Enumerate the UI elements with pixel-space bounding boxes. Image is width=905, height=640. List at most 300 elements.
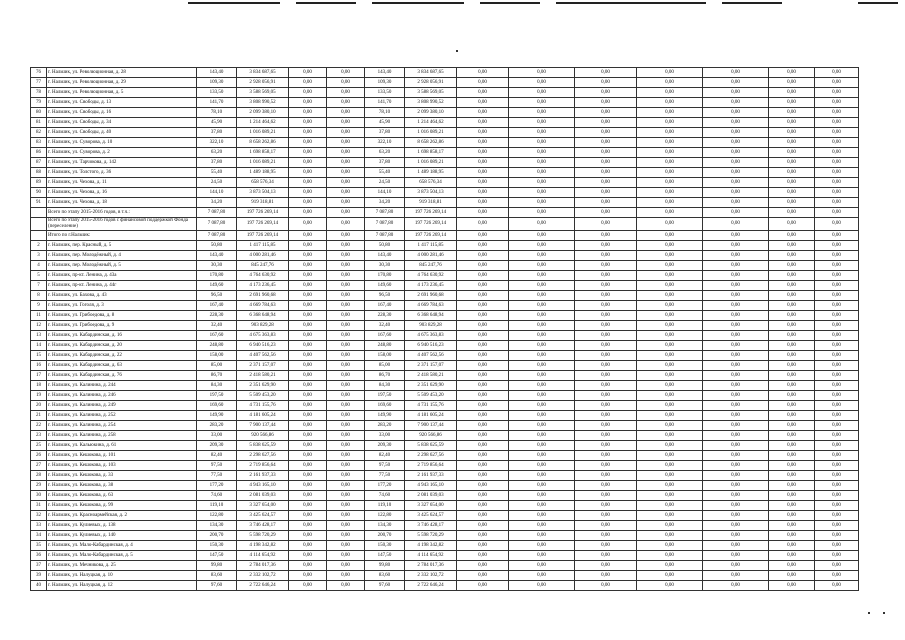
header-rule-6 — [722, 2, 782, 4]
value-cell: 0,00 — [575, 148, 637, 158]
value-cell: 0,00 — [457, 371, 509, 381]
row-number-cell: 19 — [31, 391, 47, 401]
row-number-cell: 37 — [31, 561, 47, 571]
value-cell: 0,00 — [327, 481, 365, 491]
row-number-cell: 18 — [31, 381, 47, 391]
table-row — [31, 128, 859, 138]
value-cell: 0,00 — [815, 218, 859, 231]
table-row — [31, 411, 859, 421]
value-cell: 0,00 — [575, 351, 637, 361]
table-row — [31, 241, 859, 251]
value-cell: 0,00 — [769, 341, 815, 351]
value-cell: 77,50 — [365, 471, 405, 481]
table-row — [31, 401, 859, 411]
value-cell: 0,00 — [769, 78, 815, 88]
value-cell: 7 900 137,44 — [237, 421, 289, 431]
address-cell: г. Нальчик, ул. Кабардинская, д. 20 — [47, 341, 197, 351]
address-cell: г. Нальчик, ул. Кабардинская, д. 63 — [47, 361, 197, 371]
value-cell: 55,40 — [197, 168, 237, 178]
value-cell: 6 368 648,94 — [405, 311, 457, 321]
value-cell: 2 099 380,10 — [405, 108, 457, 118]
value-cell: 0,00 — [815, 148, 859, 158]
value-cell: 0,00 — [815, 471, 859, 481]
value-cell: 0,00 — [575, 178, 637, 188]
value-cell: 0,00 — [703, 178, 769, 188]
value-cell: 3 746 428,17 — [237, 521, 289, 531]
value-cell: 0,00 — [575, 231, 637, 241]
value-cell: 0,00 — [327, 511, 365, 521]
table-row — [31, 471, 859, 481]
value-cell: 0,00 — [815, 331, 859, 341]
value-cell: 169,60 — [197, 401, 237, 411]
value-cell: 3 746 428,17 — [405, 521, 457, 531]
address-cell: г. Нальчик, ул. Революционная, д. 29 — [47, 78, 197, 88]
value-cell: 197 726 269,14 — [405, 231, 457, 241]
value-cell: 0,00 — [457, 271, 509, 281]
address-cell: г. Нальчик, ул. Красноармейская, д. 2 — [47, 511, 197, 521]
value-cell: 0,00 — [327, 391, 365, 401]
value-cell: 0,00 — [769, 411, 815, 421]
value-cell: 0,00 — [327, 581, 365, 591]
value-cell: 1 016 089,21 — [237, 128, 289, 138]
value-cell: 0,00 — [703, 138, 769, 148]
row-number-cell: 90 — [31, 188, 47, 198]
value-cell: 0,00 — [815, 281, 859, 291]
row-number-cell: 86 — [31, 148, 47, 158]
value-cell: 0,00 — [289, 571, 327, 581]
value-cell: 0,00 — [327, 68, 365, 78]
value-cell: 283,20 — [365, 421, 405, 431]
value-cell: 0,00 — [815, 371, 859, 381]
row-number-cell: 32 — [31, 511, 47, 521]
value-cell: 0,00 — [637, 541, 703, 551]
value-cell: 0,00 — [637, 168, 703, 178]
row-number-cell: 14 — [31, 341, 47, 351]
value-cell: 7 087,80 — [365, 218, 405, 231]
value-cell: 0,00 — [289, 128, 327, 138]
address-cell: г. Нальчик, ул. Кешокова, д. 33 — [47, 471, 197, 481]
value-cell: 0,00 — [575, 511, 637, 521]
value-cell: 0,00 — [457, 168, 509, 178]
value-cell: 0,00 — [703, 361, 769, 371]
value-cell: 209,30 — [197, 441, 237, 451]
value-cell: 0,00 — [769, 128, 815, 138]
value-cell: 0,00 — [509, 88, 575, 98]
value-cell: 0,00 — [327, 501, 365, 511]
value-cell: 0,00 — [327, 98, 365, 108]
value-cell: 0,00 — [769, 401, 815, 411]
value-cell: 0,00 — [769, 481, 815, 491]
row-number-cell: 89 — [31, 178, 47, 188]
value-cell: 0,00 — [637, 148, 703, 158]
value-cell: 0,00 — [509, 98, 575, 108]
value-cell: 141,70 — [197, 98, 237, 108]
value-cell: 0,00 — [703, 581, 769, 591]
address-cell: г. Нальчик, ул. Кулиевых, д. 138 — [47, 521, 197, 531]
value-cell: 0,00 — [703, 441, 769, 451]
value-cell: 0,00 — [815, 208, 859, 218]
value-cell: 0,00 — [703, 551, 769, 561]
value-cell: 0,00 — [327, 208, 365, 218]
value-cell: 0,00 — [815, 421, 859, 431]
value-cell: 0,00 — [637, 571, 703, 581]
value-cell: 4 198 342,82 — [237, 541, 289, 551]
value-cell: 0,00 — [509, 281, 575, 291]
value-cell: 97,60 — [365, 581, 405, 591]
table-row — [31, 431, 859, 441]
row-number-cell: 15 — [31, 351, 47, 361]
value-cell: 903 829,28 — [405, 321, 457, 331]
value-cell: 248,80 — [197, 341, 237, 351]
value-cell: 143,40 — [197, 251, 237, 261]
table-row — [31, 491, 859, 501]
value-cell: 0,00 — [703, 501, 769, 511]
value-cell: 2 928 056,91 — [405, 78, 457, 88]
value-cell: 2 298 627,56 — [405, 451, 457, 461]
value-cell: 32,40 — [197, 321, 237, 331]
value-cell: 2 691 960,68 — [405, 291, 457, 301]
value-cell: 0,00 — [509, 301, 575, 311]
value-cell: 0,00 — [457, 411, 509, 421]
value-cell: 158,00 — [365, 351, 405, 361]
value-cell: 200,70 — [365, 531, 405, 541]
value-cell: 0,00 — [815, 231, 859, 241]
value-cell: 0,00 — [327, 138, 365, 148]
value-cell: 0,00 — [575, 261, 637, 271]
value-cell: 0,00 — [327, 78, 365, 88]
value-cell: 167,40 — [365, 301, 405, 311]
value-cell: 0,00 — [327, 431, 365, 441]
value-cell: 0,00 — [637, 118, 703, 128]
address-cell: г. Нальчик, ул. Кешокова, д. 99 — [47, 501, 197, 511]
value-cell: 0,00 — [509, 521, 575, 531]
value-cell: 3 327 654,00 — [237, 501, 289, 511]
value-cell: 96,50 — [365, 291, 405, 301]
value-cell: 119,10 — [197, 501, 237, 511]
address-cell: г. Нальчик, ул. Кешокова, д. 101 — [47, 451, 197, 461]
value-cell: 4 000 281,46 — [405, 251, 457, 261]
value-cell: 2 161 937,33 — [405, 471, 457, 481]
value-cell: 0,00 — [327, 301, 365, 311]
value-cell: 0,00 — [769, 581, 815, 591]
row-number-cell: 83 — [31, 138, 47, 148]
table-row — [31, 441, 859, 451]
value-cell: 0,00 — [769, 188, 815, 198]
header-rule-1 — [188, 2, 280, 4]
value-cell: 0,00 — [327, 461, 365, 471]
value-cell: 0,00 — [637, 78, 703, 88]
value-cell: 0,00 — [815, 511, 859, 521]
value-cell: 0,00 — [769, 168, 815, 178]
value-cell: 0,00 — [289, 231, 327, 241]
value-cell: 0,00 — [575, 411, 637, 421]
value-cell: 0,00 — [327, 118, 365, 128]
value-cell: 0,00 — [815, 128, 859, 138]
value-cell: 0,00 — [703, 471, 769, 481]
value-cell: 7 087,80 — [365, 208, 405, 218]
value-cell: 322,10 — [365, 138, 405, 148]
value-cell: 0,00 — [637, 218, 703, 231]
value-cell: 0,00 — [637, 351, 703, 361]
value-cell: 2 928 056,91 — [237, 78, 289, 88]
value-cell: 0,00 — [457, 531, 509, 541]
value-cell: 0,00 — [457, 541, 509, 551]
value-cell: 169,60 — [365, 401, 405, 411]
value-cell: 0,00 — [457, 551, 509, 561]
address-cell: г. Нальчик, пер. Молодёжный, д. 5 — [47, 261, 197, 271]
address-cell: г. Нальчик, ул. Чехова, д. 11 — [47, 178, 197, 188]
row-number-cell: 28 — [31, 471, 47, 481]
value-cell: 2 371 157,07 — [405, 361, 457, 371]
value-cell: 0,00 — [289, 501, 327, 511]
value-cell: 0,00 — [703, 281, 769, 291]
value-cell: 0,00 — [815, 321, 859, 331]
value-cell: 0,00 — [575, 78, 637, 88]
value-cell: 0,00 — [769, 381, 815, 391]
row-number-cell: 87 — [31, 158, 47, 168]
value-cell: 0,00 — [457, 178, 509, 188]
address-cell: г. Нальчик, ул. Суворова, д. 2 — [47, 148, 197, 158]
address-cell: г. Нальчик, пр-кт. Ленина, д. 43а — [47, 271, 197, 281]
value-cell: 0,00 — [769, 431, 815, 441]
value-cell: 0,00 — [637, 551, 703, 561]
value-cell: 0,00 — [575, 98, 637, 108]
value-cell: 0,00 — [457, 561, 509, 571]
table-row — [31, 281, 859, 291]
value-cell: 134,30 — [365, 521, 405, 531]
value-cell: 197 726 269,14 — [237, 218, 289, 231]
row-number-cell: 5 — [31, 271, 47, 281]
value-cell: 3 425 624,57 — [405, 511, 457, 521]
value-cell: 0,00 — [457, 441, 509, 451]
value-cell: 0,00 — [637, 561, 703, 571]
value-cell: 2 332 102,72 — [405, 571, 457, 581]
row-number-cell — [31, 218, 47, 231]
value-cell: 97,60 — [197, 581, 237, 591]
value-cell: 0,00 — [575, 198, 637, 208]
value-cell: 0,00 — [509, 491, 575, 501]
table-row — [31, 331, 859, 341]
value-cell: 0,00 — [815, 271, 859, 281]
table-body — [31, 68, 859, 591]
value-cell: 0,00 — [769, 281, 815, 291]
value-cell: 3 588 569,05 — [405, 88, 457, 98]
value-cell: 919 318,81 — [405, 198, 457, 208]
value-cell: 0,00 — [637, 251, 703, 261]
value-cell: 0,00 — [509, 351, 575, 361]
value-cell: 8 658 262,86 — [405, 138, 457, 148]
value-cell: 0,00 — [703, 401, 769, 411]
value-cell: 0,00 — [289, 471, 327, 481]
value-cell: 0,00 — [703, 291, 769, 301]
value-cell: 0,00 — [289, 148, 327, 158]
value-cell: 37,80 — [197, 158, 237, 168]
row-number-cell: 29 — [31, 481, 47, 491]
value-cell: 0,00 — [457, 68, 509, 78]
value-cell: 4 181 605,24 — [237, 411, 289, 421]
value-cell: 0,00 — [457, 241, 509, 251]
value-cell: 0,00 — [769, 531, 815, 541]
value-cell: 0,00 — [769, 321, 815, 331]
value-cell: 0,00 — [575, 68, 637, 78]
value-cell: 0,00 — [327, 421, 365, 431]
value-cell: 0,00 — [289, 98, 327, 108]
value-cell: 4 731 155,76 — [237, 401, 289, 411]
value-cell: 0,00 — [703, 331, 769, 341]
value-cell: 0,00 — [815, 138, 859, 148]
value-cell: 0,00 — [703, 511, 769, 521]
value-cell: 2 722 646,24 — [405, 581, 457, 591]
value-cell: 84,30 — [365, 381, 405, 391]
value-cell: 0,00 — [289, 541, 327, 551]
value-cell: 0,00 — [703, 261, 769, 271]
value-cell: 0,00 — [327, 168, 365, 178]
row-number-cell — [31, 208, 47, 218]
value-cell: 0,00 — [769, 118, 815, 128]
value-cell: 0,00 — [289, 361, 327, 371]
value-cell: 149,90 — [197, 411, 237, 421]
value-cell: 0,00 — [327, 108, 365, 118]
value-cell: 0,00 — [509, 148, 575, 158]
value-cell: 0,00 — [815, 251, 859, 261]
value-cell: 0,00 — [575, 531, 637, 541]
value-cell: 0,00 — [769, 271, 815, 281]
value-cell: 0,00 — [637, 461, 703, 471]
table-row — [31, 158, 859, 168]
value-cell: 0,00 — [769, 451, 815, 461]
value-cell: 0,00 — [289, 68, 327, 78]
value-cell: 83,60 — [197, 571, 237, 581]
value-cell: 0,00 — [289, 321, 327, 331]
value-cell: 3 873 504,13 — [405, 188, 457, 198]
address-cell: г. Нальчик, ул. Кабардинская, д. 16 — [47, 331, 197, 341]
table-row — [31, 571, 859, 581]
value-cell: 2 351 629,90 — [237, 381, 289, 391]
value-cell: 4 181 605,24 — [405, 411, 457, 421]
value-cell: 0,00 — [703, 341, 769, 351]
value-cell: 0,00 — [815, 491, 859, 501]
value-cell: 5 509 453,20 — [237, 391, 289, 401]
value-cell: 0,00 — [509, 251, 575, 261]
value-cell: 0,00 — [509, 108, 575, 118]
value-cell: 0,00 — [457, 331, 509, 341]
address-cell: г. Нальчик, ул. Налуцкая, д. 10 — [47, 571, 197, 581]
value-cell: 845 247,76 — [237, 261, 289, 271]
value-cell: 0,00 — [289, 271, 327, 281]
value-cell: 0,00 — [509, 198, 575, 208]
value-cell: 0,00 — [637, 281, 703, 291]
value-cell: 147,50 — [365, 551, 405, 561]
value-cell: 0,00 — [289, 188, 327, 198]
value-cell: 2 081 039,03 — [237, 491, 289, 501]
value-cell: 122,80 — [365, 511, 405, 521]
value-cell: 158,00 — [197, 351, 237, 361]
value-cell: 197 726 269,14 — [237, 231, 289, 241]
table-row — [31, 218, 859, 231]
value-cell: 2 351 629,90 — [405, 381, 457, 391]
value-cell: 2 719 856,64 — [405, 461, 457, 471]
table-row — [31, 381, 859, 391]
value-cell: 0,00 — [575, 311, 637, 321]
value-cell: 119,10 — [365, 501, 405, 511]
value-cell: 0,00 — [289, 118, 327, 128]
value-cell: 0,00 — [575, 291, 637, 301]
address-cell: Всего по этапу 2015-2016 годов с финансовой поддержкой Фонда (переселение) — [47, 218, 197, 231]
row-number-cell: 76 — [31, 68, 47, 78]
value-cell: 55,40 — [365, 168, 405, 178]
value-cell: 0,00 — [703, 88, 769, 98]
value-cell: 0,00 — [509, 411, 575, 421]
value-cell: 0,00 — [457, 158, 509, 168]
value-cell: 0,00 — [815, 561, 859, 571]
value-cell: 0,00 — [703, 571, 769, 581]
table-row — [31, 461, 859, 471]
address-cell: Итого по г.Нальчик: — [47, 231, 197, 241]
row-number-cell: 27 — [31, 461, 47, 471]
value-cell: 0,00 — [289, 178, 327, 188]
value-cell: 4 675 363,83 — [237, 331, 289, 341]
address-cell: г. Нальчик, ул. Калинина, д. 254 — [47, 421, 197, 431]
table-row — [31, 501, 859, 511]
value-cell: 0,00 — [769, 511, 815, 521]
value-cell: 0,00 — [815, 261, 859, 271]
value-cell: 0,00 — [509, 501, 575, 511]
value-cell: 0,00 — [575, 371, 637, 381]
value-cell: 0,00 — [327, 451, 365, 461]
value-cell: 0,00 — [509, 138, 575, 148]
address-cell: г. Нальчик, ул. Кешокова, д. 38 — [47, 481, 197, 491]
table-row — [31, 301, 859, 311]
header-rule-5 — [556, 2, 706, 4]
table-row — [31, 108, 859, 118]
table-row — [31, 361, 859, 371]
value-cell: 0,00 — [509, 341, 575, 351]
value-cell: 0,00 — [575, 251, 637, 261]
scan-speck — [456, 50, 458, 52]
table-row — [31, 271, 859, 281]
value-cell: 0,00 — [289, 431, 327, 441]
value-cell: 0,00 — [575, 158, 637, 168]
value-cell: 0,00 — [769, 241, 815, 251]
value-cell: 0,00 — [509, 471, 575, 481]
value-cell: 150,30 — [197, 541, 237, 551]
value-cell: 2 784 017,36 — [405, 561, 457, 571]
value-cell: 0,00 — [289, 198, 327, 208]
value-cell: 0,00 — [637, 401, 703, 411]
value-cell: 2 691 960,68 — [237, 291, 289, 301]
header-rule-4 — [480, 2, 540, 4]
value-cell: 0,00 — [637, 391, 703, 401]
table-row — [31, 531, 859, 541]
value-cell: 0,00 — [575, 571, 637, 581]
value-cell: 200,70 — [197, 531, 237, 541]
value-cell: 0,00 — [509, 231, 575, 241]
row-number-cell: 25 — [31, 441, 47, 451]
value-cell: 0,00 — [703, 321, 769, 331]
value-cell: 919 318,81 — [237, 198, 289, 208]
value-cell: 0,00 — [289, 331, 327, 341]
value-cell: 1 417 115,85 — [237, 241, 289, 251]
value-cell: 0,00 — [509, 178, 575, 188]
table-row — [31, 178, 859, 188]
value-cell: 6 940 516,23 — [237, 341, 289, 351]
value-cell: 0,00 — [289, 168, 327, 178]
value-cell: 0,00 — [637, 421, 703, 431]
table-row — [31, 421, 859, 431]
value-cell: 86,70 — [197, 371, 237, 381]
value-cell: 0,00 — [703, 68, 769, 78]
value-cell: 197,50 — [365, 391, 405, 401]
